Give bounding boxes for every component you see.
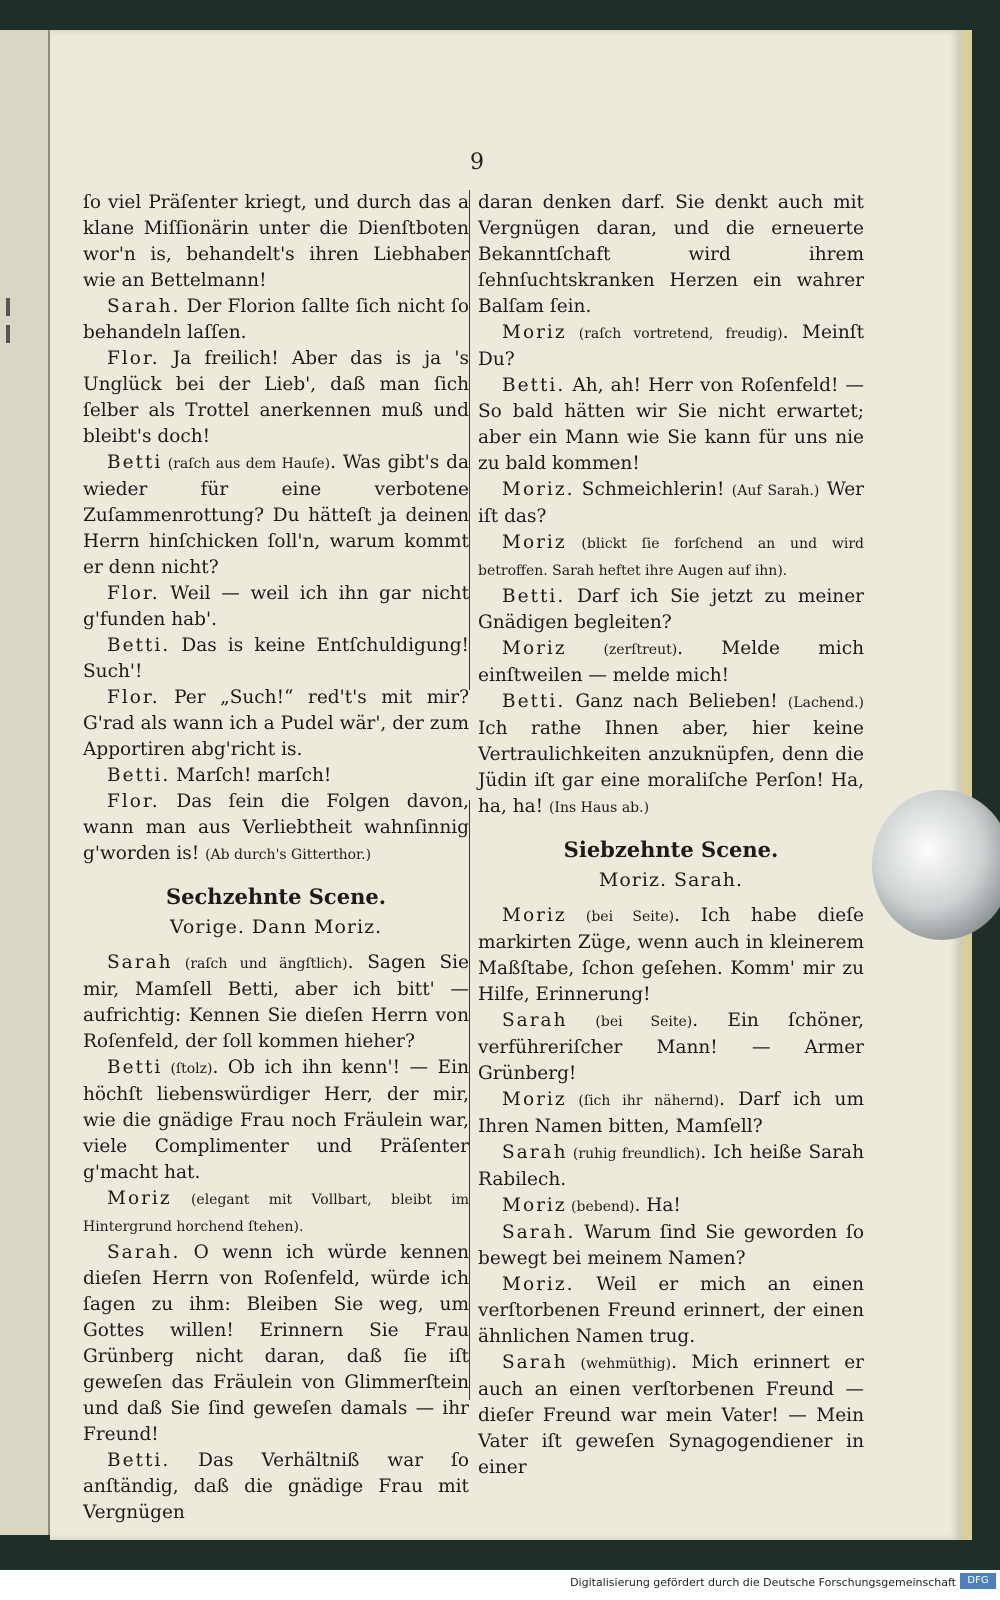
dialogue-paragraph bbox=[83, 294, 469, 346]
dialogue-text: . Ich habe dieſe markirten Züge, wenn auch in kleinerem Maßſtabe, ſchon geſehen. Komm' mir zu Hilfe, Erinnerung! bbox=[478, 905, 864, 1005]
dialogue-paragraph bbox=[478, 1140, 864, 1193]
dialogue-paragraph bbox=[478, 1350, 864, 1481]
column-divider bbox=[469, 190, 470, 690]
dialogue-text: . Melde mich einſtweilen — melde mich! bbox=[478, 638, 864, 686]
right-text-column bbox=[478, 190, 864, 1481]
speaker-name: Sarah bbox=[502, 1352, 568, 1373]
dialogue-text: Ja freilich! Aber das is ja 's Unglück bei der Lieb', daß man ſich ſelber als Trottel anerkennen muß und bleibt's doch! bbox=[83, 348, 469, 447]
dialogue-text: Das is keine Entſchuldigung! Such'! bbox=[83, 635, 469, 682]
speaker-name: Betti. bbox=[107, 635, 171, 656]
dialogue-paragraph bbox=[478, 903, 864, 1008]
stage-direction: (elegant mit Vollbart, bleibt im Hintergrund horchend ſtehen). bbox=[83, 1192, 469, 1235]
speaker-name: Sarah. bbox=[107, 296, 181, 317]
dialogue-paragraph bbox=[478, 190, 864, 320]
stage-direction: (Lachend.) bbox=[787, 695, 864, 711]
dialogue-paragraph bbox=[83, 1448, 469, 1526]
speaker-name: Sarah bbox=[107, 952, 173, 973]
stage-direction: (raſch und ängſtlich) bbox=[172, 956, 348, 972]
speaker-name: Betti bbox=[107, 452, 163, 473]
dialogue-text: Das Verhältniß war ſo anſtändig, daß die gnädige Frau mit Vergnügen bbox=[83, 1450, 469, 1523]
dialogue-text: Ganz nach Belieben! bbox=[565, 691, 788, 712]
dialogue-text: Das ſein die Folgen davon, wann man aus Verliebtheit wahnſinnig g'worden is! bbox=[83, 791, 469, 864]
page-edge-mark bbox=[6, 298, 10, 316]
speaker-name: Moriz bbox=[502, 638, 567, 659]
speaker-name: Flor. bbox=[107, 687, 160, 708]
dialogue-text: . Ich heiße Sarah Rabilech. bbox=[478, 1142, 864, 1190]
speaker-name: Sarah bbox=[502, 1010, 568, 1031]
dialogue-paragraph bbox=[478, 530, 864, 584]
stage-direction: (bei Seite) bbox=[566, 909, 675, 925]
dialogue-text: Schmeichlerin! bbox=[574, 479, 732, 500]
speaker-name: Betti bbox=[107, 1057, 163, 1078]
dfg-logo: DFG bbox=[960, 1573, 996, 1589]
dialogue-text: Weil er mich an einen verſtorbenen Freund erinnert, der einen ähnlichen Namen trug. bbox=[478, 1274, 864, 1347]
speaker-name: Moriz bbox=[502, 322, 567, 343]
scene-heading: Siebzehnte Scene. bbox=[563, 837, 779, 862]
page-number: 9 bbox=[470, 150, 484, 175]
dialogue-text: Marſch! marſch! bbox=[170, 765, 332, 786]
dialogue-paragraph bbox=[478, 1220, 864, 1272]
dialogue-paragraph bbox=[478, 689, 864, 821]
speaker-name: Flor. bbox=[107, 791, 160, 812]
dialogue-text: . Darf ich um Ihren Namen bitten, Mamſell? bbox=[478, 1089, 864, 1137]
dialogue-text: Darf ich Sie jetzt zu meiner Gnädigen begleiten? bbox=[478, 586, 864, 633]
left-page-edge bbox=[0, 30, 51, 1535]
speaker-name: Flor. bbox=[107, 348, 160, 369]
dialogue-paragraph bbox=[478, 320, 864, 373]
dialogue-paragraph bbox=[83, 789, 469, 868]
dialogue-text: . Sagen Sie mir, Mamſell Betti, aber ich bitt' — aufrichtig: Kennen Sie dieſen Herrn von Roſenfeld, der ſoll kommen hieher? bbox=[83, 952, 469, 1052]
dialogue-paragraph bbox=[478, 636, 864, 689]
dialogue-text: Ich rathe Ihnen aber, hier keine Vertraulichkeiten anzuknüpfen, denn die Jüdin iſt gar eine moraliſche Perſon! Ha, ha, ha! bbox=[478, 718, 864, 817]
speaker-name: Flor. bbox=[107, 583, 160, 604]
dialogue-text: Per „Such!“ red't's mit mir? G'rad als wann ich a Pudel wär', der zum Apportiren abg'richt is. bbox=[83, 687, 469, 760]
dialogue-text: . Was gibt's da wieder für eine verbotene Zuſammenrottung? Du hätteſt ja deinen Herrn hinſchicken ſoll'n, warum kommt er denn nicht? bbox=[83, 452, 469, 578]
dialogue-paragraph bbox=[83, 950, 469, 1055]
speaker-name: Betti. bbox=[107, 765, 171, 786]
stage-direction: (blickt ſie forſchend an und wird betroffen. Sarah heftet ihre Augen auf ihn). bbox=[478, 536, 864, 579]
dialogue-text: Wer iſt das? bbox=[478, 479, 864, 527]
column-divider bbox=[469, 800, 470, 1400]
speaker-name: Sarah bbox=[502, 1142, 568, 1163]
speaker-name: Moriz bbox=[107, 1188, 172, 1209]
scene-heading: Sechzehnte Scene. bbox=[165, 884, 387, 909]
speaker-name: Betti. bbox=[502, 375, 566, 396]
stage-direction: (Auf Sarah.) bbox=[731, 483, 820, 499]
stage-direction: (bei Seite) bbox=[567, 1014, 693, 1030]
dialogue-text: Warum ſind Sie geworden ſo bewegt bei meinem Namen? bbox=[478, 1222, 864, 1269]
dialogue-text: ſo viel Präſenter kriegt, und durch das a klane Miſſionärin unter die Dienſtboten wor'n is, behandelt's ihren Liebhaber wie an Bettelmann! bbox=[83, 192, 469, 291]
dialogue-paragraph bbox=[478, 1087, 864, 1140]
stage-direction: (wehmüthig) bbox=[567, 1356, 672, 1372]
dialogue-paragraph bbox=[478, 584, 864, 636]
speaker-name: Sarah. bbox=[107, 1242, 181, 1263]
stage-direction: (ſich ihr nähernd) bbox=[566, 1093, 720, 1109]
dialogue-text: . Meinſt Du? bbox=[478, 322, 865, 370]
speaker-name: Moriz bbox=[502, 905, 567, 926]
dialogue-text: Weil — weil ich ihn gar nicht g'funden hab'. bbox=[83, 583, 469, 630]
stage-direction: (Ins Haus ab.) bbox=[548, 800, 650, 816]
stage-direction: (Ab durch's Gitterthor.) bbox=[205, 847, 372, 863]
footer-credit: Digitalisierung gefördert durch die Deutsche Forschungsgemeinschaft bbox=[570, 1576, 956, 1589]
stage-direction: (bebend) bbox=[566, 1199, 635, 1215]
dialogue-text: Ah, ah! Herr von Roſenfeld! — So bald hätten wir Sie nicht erwartet; aber ein Mann wie Sie kann für uns nie zu bald kommen! bbox=[478, 375, 864, 474]
dialogue-paragraph bbox=[83, 1055, 469, 1186]
dialogue-paragraph bbox=[83, 581, 469, 633]
speaker-name: Betti. bbox=[502, 691, 566, 712]
dialogue-text: . Mich erinnert er auch an einen verſtorbenen Freund — dieſer Freund war mein Vater! — Mein Vater iſt geweſen Synagogendiener in einer bbox=[478, 1352, 864, 1478]
dialogue-paragraph bbox=[83, 633, 469, 685]
stage-direction: (ruhig freundlich) bbox=[567, 1146, 701, 1162]
dialogue-paragraph bbox=[478, 1193, 864, 1220]
speaker-name: Moriz. bbox=[502, 479, 575, 500]
dialogue-text: Der Florion ſallte ſich nicht ſo behandeln laſſen. bbox=[83, 296, 469, 343]
dialogue-paragraph bbox=[83, 1240, 469, 1448]
dialogue-paragraph bbox=[83, 190, 469, 294]
page-edge-mark bbox=[6, 325, 10, 343]
dialogue-paragraph bbox=[478, 1272, 864, 1350]
scanner-glare bbox=[872, 790, 1000, 940]
scene-characters: Vorige. Dann Moriz. bbox=[169, 916, 383, 938]
dialogue-paragraph bbox=[83, 1186, 469, 1240]
dialogue-paragraph bbox=[83, 685, 469, 763]
dialogue-paragraph bbox=[83, 450, 469, 581]
dialogue-paragraph bbox=[478, 477, 864, 530]
stage-direction: (raſch vortretend, freudig) bbox=[566, 326, 783, 342]
speaker-name: Moriz. bbox=[502, 1274, 575, 1295]
speaker-name: Moriz bbox=[502, 1089, 567, 1110]
stage-direction: (raſch aus dem Hauſe) bbox=[162, 456, 331, 472]
dialogue-text: O wenn ich würde kennen dieſen Herrn von Roſenfeld, würde ich ſagen zu ihm: Bleiben Sie weg, um Gottes willen! Erinnern Sie Frau Grünberg nicht daran, daß ſie iſt geweſen das Fräulein von Glimmerſtein und daß Sie ſind geweſen damals — ihr Freund! bbox=[83, 1242, 469, 1445]
speaker-name: Moriz bbox=[502, 532, 567, 553]
dialogue-paragraph bbox=[83, 763, 469, 789]
left-text-column bbox=[83, 190, 469, 1526]
dialogue-text: . Ob ich ihn kenn'! — Ein höchſt liebenswürdiger Herr, der mir, wie die gnädige Frau noch Fräulein war, viele Complimenter und Präſenter g'macht hat. bbox=[83, 1057, 469, 1183]
dialogue-text: daran denken darf. Sie denkt auch mit Vergnügen daran, und die erneuerte Bekanntſchaft wird ihrem ſehnſuchtskranken Herzen ein wahrer Balſam ſein. bbox=[478, 192, 864, 317]
speaker-name: Sarah. bbox=[502, 1222, 576, 1243]
footer-bar bbox=[0, 1570, 1000, 1600]
dialogue-paragraph bbox=[83, 346, 469, 450]
speaker-name: Betti. bbox=[502, 586, 566, 607]
speaker-name: Moriz bbox=[502, 1195, 567, 1216]
dialogue-paragraph bbox=[478, 373, 864, 477]
speaker-name: Betti. bbox=[107, 1450, 171, 1471]
dialogue-text: . Ha! bbox=[634, 1195, 681, 1216]
stage-direction: (zerſtreut) bbox=[566, 642, 678, 658]
dialogue-paragraph bbox=[478, 1008, 864, 1087]
dialogue-text: . Ein ſchöner, verführeriſcher Mann! — Armer Grünberg! bbox=[478, 1010, 864, 1084]
scene-characters: Moriz. Sarah. bbox=[598, 869, 744, 891]
stage-direction: (ſtolz) bbox=[162, 1061, 213, 1077]
